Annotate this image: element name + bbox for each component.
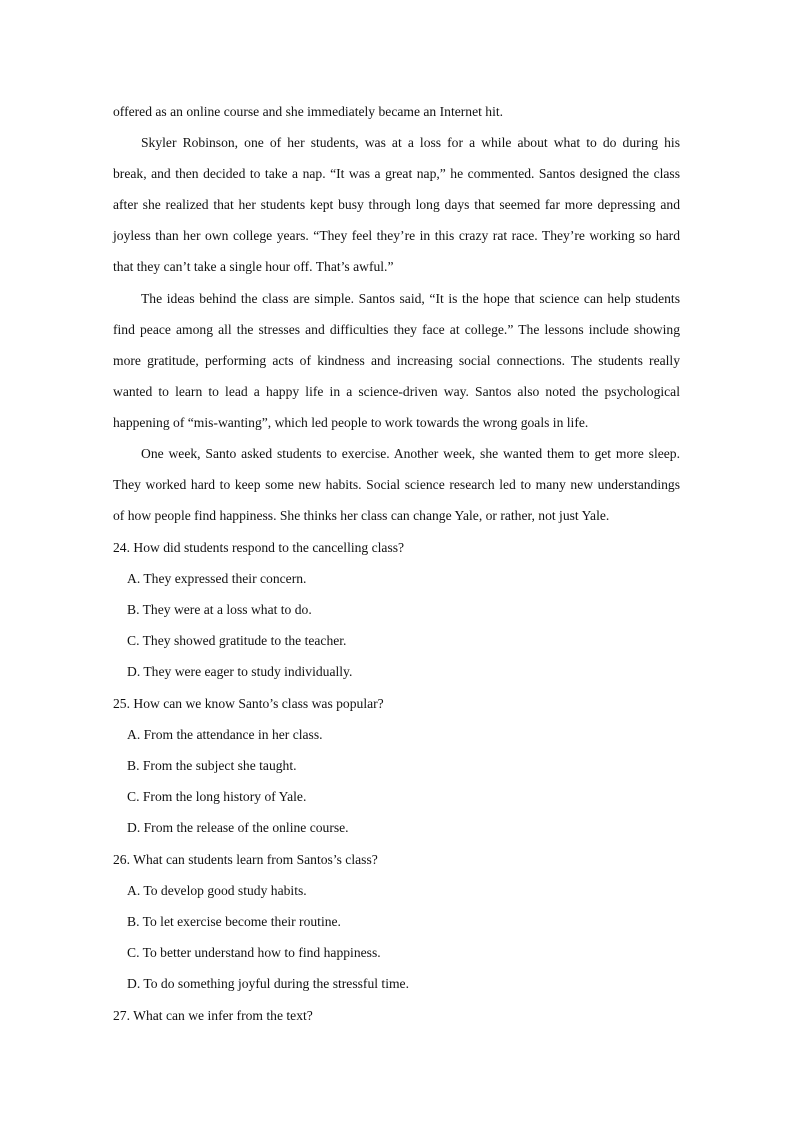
answer-option: C. They showed gratitude to the teacher. bbox=[127, 633, 347, 648]
question-stem: 27. What can we infer from the text? bbox=[113, 1008, 313, 1023]
passage-line: break, and then decided to take a nap. “It was a great nap,” he commented. Santos designed the class bbox=[113, 166, 680, 181]
passage-line: more gratitude, performing acts of kindness and increasing social connections. The students really bbox=[113, 353, 680, 368]
answer-option: C. To better understand how to find happiness. bbox=[127, 945, 381, 960]
passage-line: happening of “mis-wanting”, which led people to work towards the wrong goals in life. bbox=[113, 415, 589, 430]
answer-option: A. From the attendance in her class. bbox=[127, 727, 323, 742]
passage-line: offered as an online course and she immediately became an Internet hit. bbox=[113, 104, 504, 119]
answer-option: D. To do something joyful during the stressful time. bbox=[127, 976, 409, 991]
answer-option: A. They expressed their concern. bbox=[127, 571, 307, 586]
passage-line: One week, Santo asked students to exercise. Another week, she wanted them to get more sleep. bbox=[141, 446, 680, 461]
passage-line: They worked hard to keep some new habits. Social science research led to many new understandings bbox=[113, 477, 680, 492]
question-stem: 26. What can students learn from Santos’s class? bbox=[113, 852, 378, 867]
passage-line: wanted to learn to lead a happy life in a science-driven way. Santos also noted the psychological bbox=[113, 384, 680, 399]
passage-line: The ideas behind the class are simple. Santos said, “It is the hope that science can help students bbox=[141, 291, 680, 306]
passage-line: that they can’t take a single hour off. That’s awful.” bbox=[113, 259, 394, 274]
passage-line: after she realized that her students kept busy through long days that seemed far more depressing and bbox=[113, 197, 680, 212]
answer-option: D. They were eager to study individually. bbox=[127, 664, 353, 679]
question-stem: 24. How did students respond to the cancelling class? bbox=[113, 540, 405, 555]
question-stem: 25. How can we know Santo’s class was popular? bbox=[113, 696, 384, 711]
answer-option: B. To let exercise become their routine. bbox=[127, 914, 341, 929]
passage-line: find peace among all the stresses and difficulties they face at college.” The lessons include showing bbox=[113, 322, 680, 337]
answer-option: B. From the subject she taught. bbox=[127, 758, 297, 773]
answer-option: C. From the long history of Yale. bbox=[127, 789, 307, 804]
passage-line: of how people find happiness. She thinks her class can change Yale, or rather, not just Yale. bbox=[113, 508, 610, 523]
passage-line: joyless than her own college years. “They feel they’re in this crazy rat race. They’re working so hard bbox=[113, 228, 680, 243]
passage-line: Skyler Robinson, one of her students, was at a loss for a while about what to do during his bbox=[141, 135, 680, 150]
answer-option: A. To develop good study habits. bbox=[127, 883, 307, 898]
answer-option: D. From the release of the online course. bbox=[127, 820, 349, 835]
answer-option: B. They were at a loss what to do. bbox=[127, 602, 312, 617]
